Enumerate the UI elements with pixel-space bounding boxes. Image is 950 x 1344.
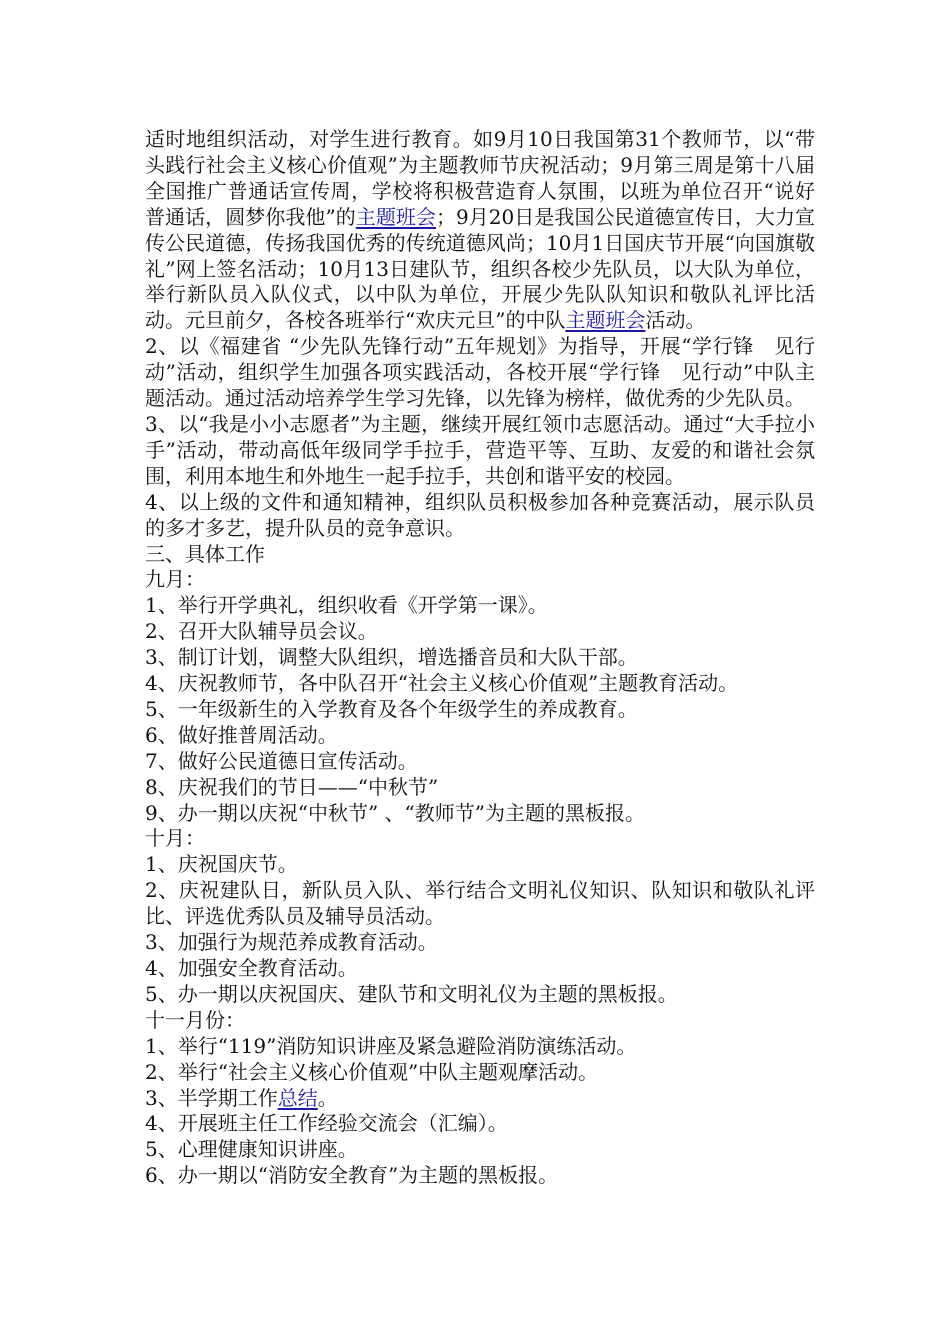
list-item: 7、做好公民道德日宣传活动。	[145, 748, 418, 773]
intro-paragraph	[145, 127, 815, 334]
list-item: 4、加强安全教育活动。	[145, 956, 358, 980]
list-item: 8、庆祝我们的节日——“中秋节”	[145, 774, 439, 799]
month-heading-october: 十月：	[145, 826, 205, 851]
list-item: 3、以“我是小小志愿者”为主题，继续开展红领巾志愿活动。通过“大手拉小手”活动，带动高低年级同学手拉手，营造平等、互助、友爱的和谐社会氛围，利用本地生和外地生一起手拉手，共创和谐平安的校园。	[145, 411, 815, 488]
intro-text-2: ；9月20日是我国公民道德宣传日，大力宣传公民道德，传扬我国优秀的传统道德风尚；10月1日国庆节开展“向国旗敬礼”网上签名活动；10月13日建队节，组织各校少先队员，以大队为单位，举行新队员入队仪式，以中队为单位，开展少先队队知识和敬队礼评比活动。元旦前夕，各校各班举行“欢庆元旦”的中队	[145, 204, 815, 333]
list-item: 1、举行开学典礼，组织收看《开学第一课》。	[145, 593, 548, 618]
list-item: 5、一年级新生的入学教育及各个年级学生的养成教育。	[145, 696, 638, 721]
intro-text-1: 适时地组织活动，对学生进行教育。如9月10日我国第31个教师节，以“带头践行社会主义核心价值观”为主题教师节庆祝活动；9月第三周是第十八届全国推广普通话宣传周，学校将积极营造育人氛围，以班为单位召开“说好普通话，圆梦你我他”的	[145, 127, 815, 229]
summary-link[interactable]: 总结	[277, 1085, 318, 1110]
list-item: 6、办一期以“消防安全教育”为主题的黑板报。	[145, 1163, 559, 1188]
list-item: 2、以《福建省 “少先队先锋行动”五年规划》为指导，开展“学行锋 见行动”活动，组织学生加强各项实践活动，各校开展“学行锋 见行动”中队主题活动。通过活动培养学生学习先锋，以先锋为榜样，做优秀的少先队员。	[145, 334, 815, 411]
list-item	[145, 1086, 815, 1112]
list-item: 3、制订计划，调整大队组织，增选播音员和大队干部。	[145, 645, 638, 670]
theme-class-meeting-link[interactable]: 主题班会	[355, 204, 436, 229]
list-item-text: 3、半学期工作	[145, 1085, 278, 1110]
list-item-text: 。	[317, 1085, 338, 1110]
list-item: 2、举行“社会主义核心价值观”中队主题观摩活动。	[145, 1059, 599, 1084]
list-item: 2、召开大队辅导员会议。	[145, 619, 378, 644]
list-item: 4、以上级的文件和通知精神，组织队员积极参加各种竞赛活动，展示队员的多才多艺，提升队员的竞争意识。	[145, 489, 815, 540]
list-item: 9、办一期以庆祝“中秋节” 、“教师节”为主题的黑板报。	[145, 800, 645, 825]
theme-class-meeting-link-2[interactable]: 主题班会	[565, 308, 646, 333]
month-heading-september: 九月：	[145, 567, 205, 592]
list-item: 2、庆祝建队日，新队员入队、举行结合文明礼仪知识、队知识和敬队礼评比、评选优秀队员及辅导员活动。	[145, 878, 815, 929]
list-item: 5、心理健康知识讲座。	[145, 1137, 358, 1162]
list-item: 5、办一期以庆祝国庆、建队节和文明礼仪为主题的黑板报。	[145, 981, 678, 1006]
list-item: 4、庆祝教师节，各中队召开“社会主义核心价值观”主题教育活动。	[145, 671, 739, 696]
list-item: 4、开展班主任工作经验交流会（汇编）。	[145, 1111, 508, 1136]
document-body	[145, 127, 815, 1189]
list-item: 1、庆祝国庆节。	[145, 852, 298, 877]
list-item: 3、加强行为规范养成教育活动。	[145, 930, 438, 955]
list-item: 1、举行“119”消防知识讲座及紧急避险消防演练活动。	[145, 1033, 637, 1058]
intro-text-3: 活动。	[645, 308, 706, 333]
section-heading: 三、具体工作	[145, 541, 265, 566]
list-item: 6、做好推普周活动。	[145, 722, 338, 747]
month-heading-november: 十一月份：	[145, 1007, 245, 1032]
